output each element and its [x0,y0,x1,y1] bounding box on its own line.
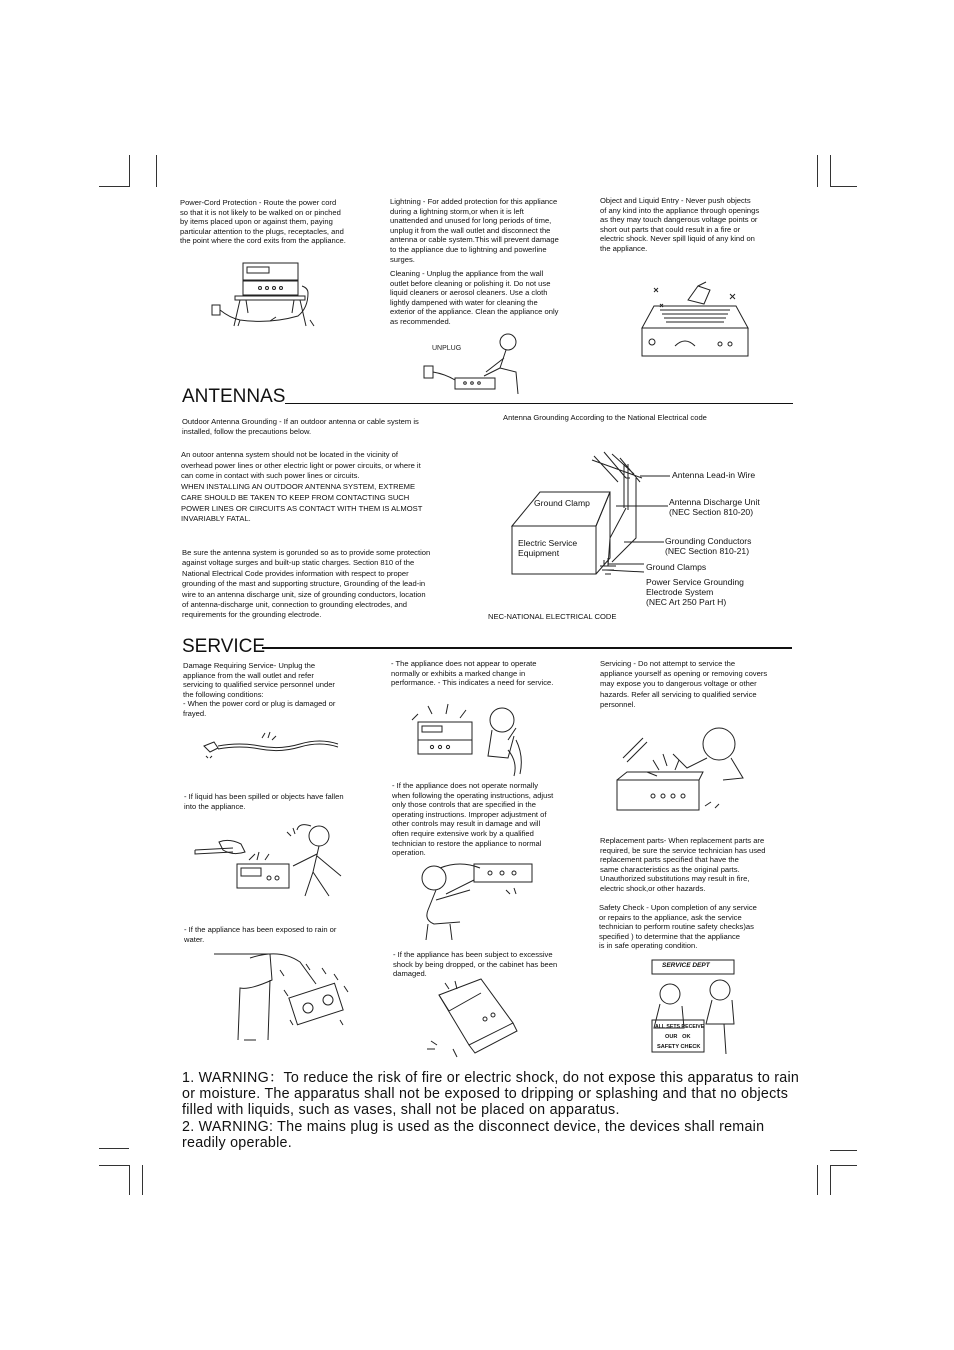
antennas-rule [285,403,793,404]
service-dept-sign: SERVICE DEPT [662,962,710,969]
lightning-text: Lightning - For added protection for this appliance during a lightning storm,or when it is left unattended and unused for long periods of time, unplug it from the wall outlet and disconnect the antenna or cable system.This will prevent damage to the appliance due to lightning and powerline surges. [390,197,559,264]
service-equipment-label: Electric Service Equipment [518,538,578,558]
service-heading: SERVICE [182,636,266,657]
power-service-label: Power Service Grounding Electrode System (NEC Art 250 Part H) [646,577,744,607]
not-normal-illustration [408,700,533,780]
object-entry-illustration [640,280,750,360]
dropped-text: - If the appliance has been subject to excessive shock by being dropped, or the cabinet has been damaged. [393,950,558,979]
power-cord-illustration [210,258,325,330]
crop-mark [142,1165,143,1195]
not-operate-text: - If the appliance does not operate normally when following the operating instructions, adjust only those controls that are specified in the operating instructions. Improper adjustment of other controls may result in damage and will often require extensive work by a qualified technician to restore the appliance to normal operation. [392,781,554,858]
warning-2: 2. WARNING: The mains plug is used as the disconnect device, the devices shall remain readily operable. [182,1118,765,1151]
rain-illustration [210,950,358,1045]
damage-service-text: Damage Requiring Service- Unplug the appliance from the wall outlet and refer servicing to qualified service personnel under the following conditions: - When the power cord or plug is damaged or frayed. [183,661,336,718]
ground-clamps-label: Ground Clamps [646,562,707,572]
warning-1: 1. WARNING：To reduce the risk of fire or electric shock, do not expose this apparatus to rain or moisture. The apparatus shall not be exposed to dripping or splashing and that no objects filled with liquids, such as vases, shall not be placed on apparatus. [182,1070,800,1119]
cleaning-text: Cleaning - Unplug the appliance from the wall outlet before cleaning or polishing it. Do not use liquid cleaners or aerosol cleaners. Use a cloth lightly dampened with water for cleaning the exterior of the appliance. Clean the appliance only as recommended. [390,269,559,326]
adjust-controls-illustration [410,860,535,940]
sign-line-2: OUR OK [665,1034,691,1040]
discharge-unit-label: Antenna Discharge Unit (NEC Section 810-20) [669,497,760,517]
crop-mark [156,155,157,187]
crop-mark [99,186,130,187]
liquid-spill-illustration [193,820,358,900]
crop-mark [830,155,831,187]
sign-line-1: ALL SETS RECEIVE [655,1024,705,1030]
crop-mark [830,186,857,187]
safety-check-illustration [640,958,745,1056]
lead-in-wire-label: Antenna Lead-in Wire [672,470,756,480]
crop-mark [99,1165,130,1166]
crop-mark [817,1165,818,1195]
power-lines-text: An outoor antenna system should not be located in the vicinity of overhead power lines or other electric light or power circuits, or where it can come in contact with such power lines or circuits. WHEN INSTALLING AN OUTDOOR ANTENNA SYSTEM, EXTREME CARE SHOULD BE TAKEN TO KEEP FROM CONTACTING SUCH POWER LINES OR CIRCUITS AS CONTACT WITH THEM IS ALMOST INVARIABLY FATAL. [181,450,423,524]
dropped-illustration [425,975,525,1060]
nec-label: NEC-NATIONAL ELECTRICAL CODE [488,612,617,621]
ground-clamp-label: Ground Clamp [534,498,590,508]
antennas-heading: ANTENNAS [182,386,286,407]
crop-mark [830,1150,857,1151]
safety-check-text: Safety Check - Upon completion of any service or repairs to the appliance, ask the service technician to perform routine safety checks)as specified ) to determine that the appliance is in safe operating condition. [599,903,757,951]
servicing-text: Servicing - Do not attempt to service the appliance yourself as opening or removing covers may expose you to dangerous voltage or other hazards. Refer all servicing to qualified service personnel. [600,659,768,709]
warnings-block [182,1070,802,1151]
grounding-conductors-label: Grounding Conductors (NEC Section 810-21) [665,536,752,556]
crop-mark [129,155,130,187]
unplug-illustration [420,328,525,396]
crop-mark [129,1165,130,1195]
unplug-label: UNPLUG [432,345,462,352]
replacement-text: Replacement parts- When replacement parts are required, be sure the service technician has used replacement parts specified that have the same characteristics as the original parts. Unauthorized substitutions may result in fire, electric shock,or other hazards. [600,836,766,893]
crop-mark [830,1165,831,1195]
diagram-title: Antenna Grounding According to the National Electrical code [503,413,707,422]
rain-text: - If the appliance has been exposed to rain or water. [184,925,337,944]
crop-mark [99,1148,129,1149]
power-cord-text: Power-Cord Protection - Route the power cord so that it is not likely to be walked on or pinched by items placed upon or against them, paying particular attention to the plugs, receptacles, and the point where the cord exits from the appliance. [180,198,346,246]
service-rule [262,647,792,649]
liquid-spilled-text: - If liquid has been spilled or objects have fallen into the appliance. [184,792,344,811]
grounded-text: Be sure the antenna system is gorunded so as to provide some protection against voltage surges and built-up static charges. Section 810 of the National Electrical Code provides information with respect to proper grounding of the mast and supporting structure, Grounding of the lead-in wire to an antenna discharge unit, size of grounding conductors, location of antenna-discharge unit, connection to grounding electrodes, and requirements for the grounding electrode. [182,548,431,620]
not-normal-text: - The appliance does not appear to operate normally or exhibits a marked change in performance. - This indicates a need for service. [391,659,554,688]
crop-mark [817,155,818,187]
crop-mark [830,1165,857,1166]
servicing-illustration [603,718,753,818]
sign-line-3: SAFETY CHECK [657,1044,701,1050]
outdoor-antenna-text: Outdoor Antenna Grounding - If an outdoor antenna or cable system is installed, follow the precautions below. [182,417,419,436]
frayed-cord-illustration [200,730,340,760]
object-liquid-text: Object and Liquid Entry - Never push objects of any kind into the appliance through openings as they may touch dangerous voltage points or short out parts that could result in a fire or electric shock. Never spill liquid of any kind on the appliance. [600,196,760,253]
